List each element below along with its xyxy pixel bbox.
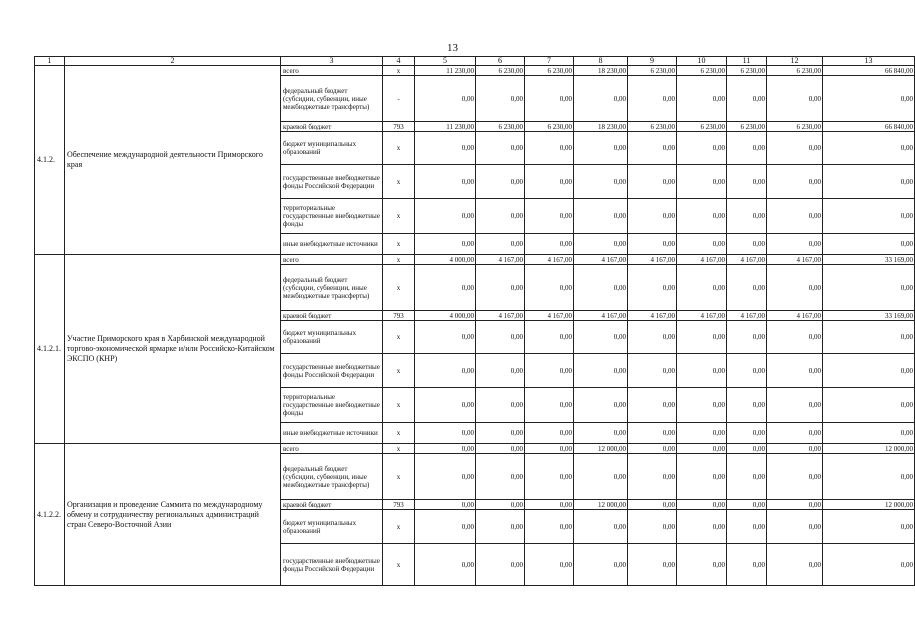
amount-cell: 0,00 [628, 321, 677, 354]
kbk-code: x [383, 454, 415, 500]
amount-cell: 6 230,00 [727, 66, 767, 76]
column-number: 1 [35, 57, 65, 66]
column-number-row [35, 57, 915, 66]
amount-cell: 0,00 [727, 510, 767, 544]
amount-cell: 0,00 [525, 354, 574, 388]
amount-cell: 0,00 [677, 321, 727, 354]
amount-cell: 0,00 [525, 510, 574, 544]
amount-cell: 0,00 [677, 454, 727, 500]
amount-cell: 0,00 [574, 354, 628, 388]
kbk-code: 793 [383, 500, 415, 510]
column-number: 6 [476, 57, 525, 66]
amount-cell: 0,00 [525, 165, 574, 199]
amount-cell: 0,00 [574, 388, 628, 423]
amount-cell: 66 840,00 [823, 66, 915, 76]
amount-cell: 0,00 [767, 132, 823, 165]
amount-cell: 0,00 [628, 354, 677, 388]
amount-cell: 18 230,00 [574, 66, 628, 76]
amount-cell: 0,00 [525, 199, 574, 234]
amount-cell: 0,00 [727, 544, 767, 586]
amount-cell: 4 167,00 [677, 311, 727, 321]
amount-cell: 0,00 [415, 388, 476, 423]
amount-cell: 0,00 [823, 510, 915, 544]
amount-cell: 0,00 [628, 234, 677, 255]
funding-source: краевой бюджет [281, 500, 383, 510]
amount-cell: 4 167,00 [574, 255, 628, 265]
amount-cell: 0,00 [476, 444, 525, 454]
amount-cell: 0,00 [677, 199, 727, 234]
kbk-code: - [383, 76, 415, 122]
amount-cell: 4 167,00 [767, 311, 823, 321]
column-number: 3 [281, 57, 383, 66]
amount-cell: 0,00 [727, 388, 767, 423]
amount-cell: 33 169,00 [823, 255, 915, 265]
amount-cell: 0,00 [476, 321, 525, 354]
amount-cell: 18 230,00 [574, 122, 628, 132]
amount-cell: 0,00 [727, 354, 767, 388]
amount-cell: 0,00 [767, 544, 823, 586]
section-code: 4.1.2. [35, 66, 65, 255]
amount-cell: 4 167,00 [628, 311, 677, 321]
kbk-code: x [383, 321, 415, 354]
amount-cell: 0,00 [823, 544, 915, 586]
amount-cell: 0,00 [525, 500, 574, 510]
amount-cell: 4 167,00 [677, 255, 727, 265]
column-number: 13 [823, 57, 915, 66]
amount-cell: 0,00 [628, 500, 677, 510]
amount-cell: 0,00 [767, 234, 823, 255]
amount-cell: 0,00 [677, 444, 727, 454]
amount-cell: 0,00 [574, 423, 628, 444]
funding-source: территориальные государственные внебюджетные фонды [281, 388, 383, 423]
funding-source: федеральный бюджет (субсидии, субвенции, иные межбюджетные трансферты) [281, 454, 383, 500]
amount-cell: 0,00 [415, 234, 476, 255]
amount-cell: 0,00 [767, 510, 823, 544]
amount-cell: 0,00 [525, 321, 574, 354]
amount-cell: 6 230,00 [767, 122, 823, 132]
amount-cell: 0,00 [415, 165, 476, 199]
amount-cell: 0,00 [415, 354, 476, 388]
amount-cell: 66 840,00 [823, 122, 915, 132]
amount-cell: 0,00 [415, 423, 476, 444]
amount-cell: 0,00 [476, 199, 525, 234]
amount-cell: 0,00 [628, 544, 677, 586]
amount-cell: 6 230,00 [677, 66, 727, 76]
amount-cell: 0,00 [415, 444, 476, 454]
amount-cell: 0,00 [727, 444, 767, 454]
amount-cell: 0,00 [525, 265, 574, 311]
amount-cell: 0,00 [677, 265, 727, 311]
amount-cell: 0,00 [767, 454, 823, 500]
funding-source: краевой бюджет [281, 122, 383, 132]
amount-cell: 0,00 [415, 199, 476, 234]
amount-cell: 12 000,00 [823, 444, 915, 454]
amount-cell: 4 167,00 [574, 311, 628, 321]
funding-source: федеральный бюджет (субсидии, субвенции, иные межбюджетные трансферты) [281, 265, 383, 311]
amount-cell: 0,00 [415, 321, 476, 354]
amount-cell: 4 000,00 [415, 311, 476, 321]
amount-cell: 0,00 [476, 76, 525, 122]
funding-source: территориальные государственные внебюджетные фонды [281, 199, 383, 234]
amount-cell: 0,00 [574, 510, 628, 544]
amount-cell: 4 167,00 [767, 255, 823, 265]
kbk-code: x [383, 132, 415, 165]
amount-cell: 0,00 [574, 544, 628, 586]
amount-cell: 0,00 [415, 500, 476, 510]
kbk-code: x [383, 510, 415, 544]
amount-cell: 4 167,00 [476, 255, 525, 265]
column-number: 9 [628, 57, 677, 66]
amount-cell: 0,00 [823, 354, 915, 388]
amount-cell: 0,00 [415, 265, 476, 311]
column-number: 7 [525, 57, 574, 66]
funding-source: всего [281, 66, 383, 76]
amount-cell: 6 230,00 [476, 122, 525, 132]
funding-source: бюджет муниципальных образований [281, 132, 383, 165]
amount-cell: 0,00 [677, 234, 727, 255]
amount-cell: 0,00 [677, 500, 727, 510]
amount-cell: 0,00 [628, 265, 677, 311]
amount-cell: 0,00 [767, 354, 823, 388]
amount-cell: 0,00 [677, 354, 727, 388]
kbk-code: x [383, 165, 415, 199]
amount-cell: 0,00 [525, 544, 574, 586]
amount-cell: 4 000,00 [415, 255, 476, 265]
amount-cell: 0,00 [476, 544, 525, 586]
kbk-code: x [383, 354, 415, 388]
kbk-code: x [383, 444, 415, 454]
amount-cell: 0,00 [574, 165, 628, 199]
amount-cell: 0,00 [677, 76, 727, 122]
amount-cell: 0,00 [574, 234, 628, 255]
amount-cell: 0,00 [767, 199, 823, 234]
amount-cell: 0,00 [476, 354, 525, 388]
amount-cell: 0,00 [574, 321, 628, 354]
amount-cell: 0,00 [476, 388, 525, 423]
amount-cell: 6 230,00 [628, 122, 677, 132]
amount-cell: 0,00 [823, 321, 915, 354]
amount-cell: 0,00 [476, 132, 525, 165]
amount-cell: 0,00 [677, 388, 727, 423]
amount-cell: 4 167,00 [727, 255, 767, 265]
funding-source: бюджет муниципальных образований [281, 321, 383, 354]
amount-cell: 4 167,00 [525, 255, 574, 265]
amount-cell: 0,00 [767, 444, 823, 454]
amount-cell: 0,00 [415, 76, 476, 122]
amount-cell: 0,00 [727, 165, 767, 199]
amount-cell: 0,00 [628, 76, 677, 122]
amount-cell: 0,00 [727, 234, 767, 255]
amount-cell: 0,00 [677, 423, 727, 444]
amount-cell: 0,00 [415, 132, 476, 165]
amount-cell: 6 230,00 [525, 66, 574, 76]
section-name: Обеспечение международной деятельности Приморского края [65, 66, 281, 255]
amount-cell: 0,00 [727, 199, 767, 234]
amount-cell: 0,00 [823, 388, 915, 423]
amount-cell: 0,00 [628, 444, 677, 454]
amount-cell: 4 167,00 [628, 255, 677, 265]
amount-cell: 0,00 [476, 234, 525, 255]
kbk-code: 793 [383, 122, 415, 132]
kbk-code: x [383, 66, 415, 76]
amount-cell: 0,00 [823, 265, 915, 311]
kbk-code: x [383, 255, 415, 265]
funding-source: государственные внебюджетные фонды Российской Федерации [281, 354, 383, 388]
amount-cell: 6 230,00 [628, 66, 677, 76]
amount-cell: 11 230,00 [415, 66, 476, 76]
amount-cell: 0,00 [525, 423, 574, 444]
amount-cell: 0,00 [767, 388, 823, 423]
kbk-code: x [383, 234, 415, 255]
amount-cell: 0,00 [525, 454, 574, 500]
amount-cell: 4 167,00 [525, 311, 574, 321]
amount-cell: 0,00 [574, 199, 628, 234]
amount-cell: 0,00 [574, 265, 628, 311]
amount-cell: 0,00 [677, 132, 727, 165]
amount-cell: 0,00 [525, 234, 574, 255]
section-code: 4.1.2.2. [35, 444, 65, 586]
amount-cell: 0,00 [525, 444, 574, 454]
amount-cell: 0,00 [525, 388, 574, 423]
amount-cell: 6 230,00 [677, 122, 727, 132]
budget-row [35, 444, 915, 454]
funding-source: бюджет муниципальных образований [281, 510, 383, 544]
amount-cell: 0,00 [628, 132, 677, 165]
section-name: Участие Приморского края в Харбинской международной торгово-экономической ярмарке и/или Российско-Китайском ЭКСПО (КНР) [65, 255, 281, 444]
amount-cell: 0,00 [727, 423, 767, 444]
amount-cell: 0,00 [476, 454, 525, 500]
amount-cell: 0,00 [767, 321, 823, 354]
kbk-code: x [383, 199, 415, 234]
amount-cell: 33 169,00 [823, 311, 915, 321]
amount-cell: 6 230,00 [476, 66, 525, 76]
column-number: 5 [415, 57, 476, 66]
amount-cell: 0,00 [823, 199, 915, 234]
amount-cell: 0,00 [767, 265, 823, 311]
amount-cell: 0,00 [525, 132, 574, 165]
funding-source: государственные внебюджетные фонды Российской Федерации [281, 165, 383, 199]
amount-cell: 12 000,00 [574, 500, 628, 510]
budget-row [35, 66, 915, 76]
funding-source: государственные внебюджетные фонды Российской Федерации [281, 544, 383, 586]
amount-cell: 0,00 [823, 423, 915, 444]
amount-cell: 0,00 [628, 454, 677, 500]
amount-cell: 4 167,00 [727, 311, 767, 321]
funding-source: краевой бюджет [281, 311, 383, 321]
funding-source: всего [281, 444, 383, 454]
column-number: 4 [383, 57, 415, 66]
amount-cell: 0,00 [727, 500, 767, 510]
amount-cell: 0,00 [574, 76, 628, 122]
column-number: 2 [65, 57, 281, 66]
amount-cell: 0,00 [574, 132, 628, 165]
amount-cell: 0,00 [823, 165, 915, 199]
kbk-code: 793 [383, 311, 415, 321]
amount-cell: 0,00 [767, 76, 823, 122]
budget-row [35, 255, 915, 265]
amount-cell: 0,00 [628, 423, 677, 444]
funding-source: всего [281, 255, 383, 265]
amount-cell: 0,00 [677, 544, 727, 586]
amount-cell: 11 230,00 [415, 122, 476, 132]
amount-cell: 0,00 [476, 510, 525, 544]
amount-cell: 0,00 [476, 423, 525, 444]
amount-cell: 0,00 [415, 454, 476, 500]
amount-cell: 0,00 [476, 265, 525, 311]
page-number: 13 [447, 42, 458, 54]
amount-cell: 0,00 [677, 510, 727, 544]
amount-cell: 6 230,00 [767, 66, 823, 76]
amount-cell: 0,00 [628, 199, 677, 234]
amount-cell: 0,00 [767, 500, 823, 510]
column-number: 12 [767, 57, 823, 66]
amount-cell: 12 000,00 [823, 500, 915, 510]
table-body [35, 57, 915, 586]
amount-cell: 12 000,00 [574, 444, 628, 454]
amount-cell: 0,00 [823, 76, 915, 122]
kbk-code: x [383, 388, 415, 423]
amount-cell: 4 167,00 [476, 311, 525, 321]
section-name: Организация и проведение Саммита по международному обмену и сотрудничеству региональных администраций стран Северо-Восточной Азии [65, 444, 281, 586]
section-code: 4.1.2.1. [35, 255, 65, 444]
amount-cell: 0,00 [677, 165, 727, 199]
budget-table [34, 56, 915, 586]
amount-cell: 0,00 [727, 265, 767, 311]
column-number: 8 [574, 57, 628, 66]
amount-cell: 6 230,00 [727, 122, 767, 132]
funding-source: иные внебюджетные источники [281, 423, 383, 444]
funding-source: федеральный бюджет (субсидии, субвенции, иные межбюджетные трансферты) [281, 76, 383, 122]
funding-source: иные внебюджетные источники [281, 234, 383, 255]
kbk-code: x [383, 423, 415, 444]
amount-cell: 0,00 [476, 165, 525, 199]
amount-cell: 0,00 [415, 510, 476, 544]
column-number: 10 [677, 57, 727, 66]
amount-cell: 0,00 [727, 132, 767, 165]
amount-cell: 0,00 [476, 500, 525, 510]
amount-cell: 0,00 [767, 165, 823, 199]
amount-cell: 6 230,00 [525, 122, 574, 132]
amount-cell: 0,00 [525, 76, 574, 122]
column-number: 11 [727, 57, 767, 66]
amount-cell: 0,00 [767, 423, 823, 444]
amount-cell: 0,00 [823, 454, 915, 500]
amount-cell: 0,00 [727, 454, 767, 500]
amount-cell: 0,00 [628, 388, 677, 423]
kbk-code: x [383, 544, 415, 586]
amount-cell: 0,00 [415, 544, 476, 586]
amount-cell: 0,00 [727, 76, 767, 122]
amount-cell: 0,00 [727, 321, 767, 354]
amount-cell: 0,00 [823, 234, 915, 255]
amount-cell: 0,00 [628, 165, 677, 199]
kbk-code: x [383, 265, 415, 311]
amount-cell: 0,00 [628, 510, 677, 544]
amount-cell: 0,00 [823, 132, 915, 165]
amount-cell: 0,00 [574, 454, 628, 500]
